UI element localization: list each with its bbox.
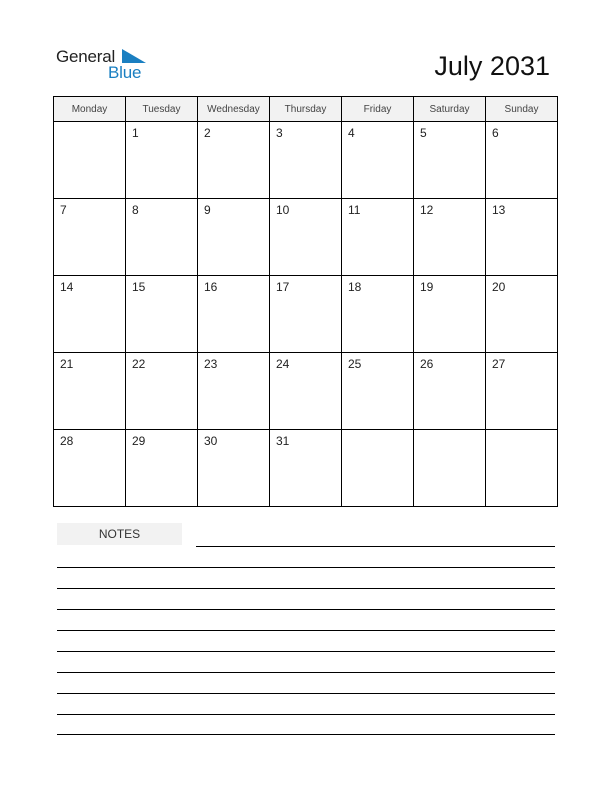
day-cell — [270, 122, 342, 199]
day-number: 7 — [60, 203, 67, 217]
notes-line — [57, 567, 555, 568]
day-number: 13 — [492, 203, 506, 217]
day-cell — [198, 353, 270, 430]
day-number: 15 — [132, 280, 146, 294]
brand-blue-text: Blue — [108, 63, 142, 82]
day-number: 6 — [492, 126, 499, 140]
weekday-header: Thursday — [270, 97, 342, 122]
day-number: 16 — [204, 280, 218, 294]
day-number: 5 — [420, 126, 427, 140]
day-number: 8 — [132, 203, 139, 217]
day-cell — [414, 276, 486, 353]
calendar-title: July 2031 — [434, 51, 550, 81]
notes-line — [57, 734, 555, 735]
day-number: 3 — [276, 126, 283, 140]
day-number: 26 — [420, 357, 434, 371]
day-number: 30 — [204, 434, 218, 448]
day-number: 23 — [204, 357, 218, 371]
day-cell — [342, 276, 414, 353]
weekday-header: Tuesday — [126, 97, 198, 122]
day-number: 14 — [60, 280, 74, 294]
notes-line — [57, 651, 555, 652]
weekday-header: Saturday — [414, 97, 486, 122]
week-row — [54, 199, 558, 276]
notes-line — [57, 588, 555, 589]
day-cell — [414, 122, 486, 199]
day-cell — [486, 122, 558, 199]
brand-triangle-icon — [122, 49, 146, 63]
day-cell — [198, 276, 270, 353]
day-cell — [486, 199, 558, 276]
week-row — [54, 276, 558, 353]
week-row — [54, 122, 558, 199]
day-cell — [126, 276, 198, 353]
notes-line — [57, 672, 555, 673]
day-cell — [270, 199, 342, 276]
day-cell — [486, 353, 558, 430]
day-number: 28 — [60, 434, 74, 448]
day-cell — [342, 353, 414, 430]
day-cell — [414, 199, 486, 276]
day-cell — [54, 199, 126, 276]
day-number: 31 — [276, 434, 290, 448]
day-number: 29 — [132, 434, 146, 448]
notes-line — [57, 609, 555, 610]
day-number: 18 — [348, 280, 362, 294]
day-number: 4 — [348, 126, 355, 140]
day-number: 1 — [132, 126, 139, 140]
day-number: 25 — [348, 357, 362, 371]
day-cell — [486, 430, 558, 507]
day-cell — [54, 276, 126, 353]
day-cell — [342, 199, 414, 276]
day-cell — [270, 276, 342, 353]
notes-line — [196, 546, 555, 547]
day-cell — [414, 353, 486, 430]
weekday-header: Monday — [54, 97, 126, 122]
day-cell — [198, 199, 270, 276]
day-number: 2 — [204, 126, 211, 140]
day-number: 10 — [276, 203, 290, 217]
notes-line — [57, 693, 555, 694]
brand-logo — [56, 47, 156, 83]
notes-label: NOTES — [57, 523, 182, 545]
day-number — [54, 122, 125, 126]
day-number — [414, 430, 485, 434]
day-cell — [126, 430, 198, 507]
day-number: 21 — [60, 357, 74, 371]
weekday-header-row — [54, 97, 558, 122]
day-number: 20 — [492, 280, 506, 294]
calendar-grid — [53, 96, 558, 507]
day-number: 12 — [420, 203, 434, 217]
day-cell — [126, 353, 198, 430]
day-number: 27 — [492, 357, 506, 371]
day-cell — [54, 430, 126, 507]
day-cell — [270, 353, 342, 430]
weekday-header: Friday — [342, 97, 414, 122]
day-cell — [342, 430, 414, 507]
day-number: 9 — [204, 203, 211, 217]
weekday-header: Sunday — [486, 97, 558, 122]
week-row — [54, 353, 558, 430]
day-cell — [198, 122, 270, 199]
brand-general-text: General — [56, 47, 116, 66]
day-cell — [342, 122, 414, 199]
day-cell — [126, 199, 198, 276]
day-number — [342, 430, 413, 434]
day-cell — [126, 122, 198, 199]
notes-line — [57, 630, 555, 631]
day-number: 19 — [420, 280, 434, 294]
day-cell — [486, 276, 558, 353]
day-number: 17 — [276, 280, 290, 294]
weekday-header: Wednesday — [198, 97, 270, 122]
notes-line — [57, 714, 555, 715]
day-cell — [54, 122, 126, 199]
day-cell — [414, 430, 486, 507]
day-cell — [198, 430, 270, 507]
day-number: 11 — [348, 203, 361, 217]
day-cell — [270, 430, 342, 507]
day-number — [486, 430, 557, 434]
week-row — [54, 430, 558, 507]
day-number: 22 — [132, 357, 146, 371]
day-number: 24 — [276, 357, 290, 371]
day-cell — [54, 353, 126, 430]
